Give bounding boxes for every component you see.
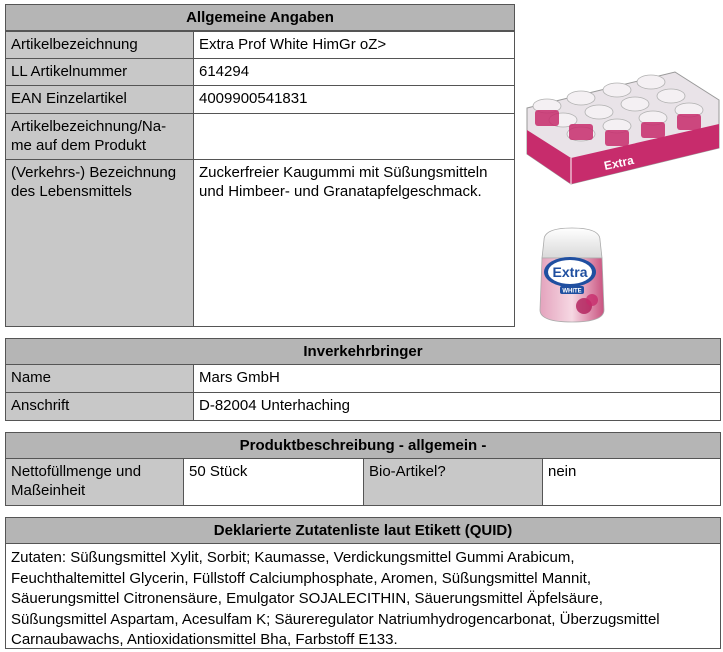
ingredients-text: Zutaten: Süßungsmittel Xylit, Sorbit; Kaumasse, Verdickungsmittel Gummi Arabicum, Feuchthaltemittel Glycerin, Füllstoff Calciumphosphate, Aromen, Süßungsmittel Mannit, Säuerungsmittel Citronensäure, Emulgator SOJALECITHIN, Säuerungsmittel Äpfelsäure, Süßungsmittel Aspartam, Acesulfam K; Säureregulator Natriumhydrogencarbonat, Überzugsmittel Carnaubawachs, Antioxidationsmittel Bha, Farbstoff E133. (5, 543, 721, 649)
label-name: Name (5, 364, 194, 393)
bottle-sub-text: WHITE (562, 288, 582, 295)
value-anschrift: D-82004 Unterhaching (193, 392, 721, 421)
section-header-zutatenliste: Deklarierte Zutatenliste laut Etikett (QUID) (5, 517, 721, 544)
product-bottle-photo (536, 226, 608, 324)
tray-brand-text: Extra (602, 152, 635, 173)
value-name: Mars GmbH (193, 364, 721, 393)
bottle-brand-text: Extra (552, 264, 588, 280)
label-nettofuellmenge: Nettofüllmenge und Maßeinheit (5, 458, 184, 506)
value-name-auf-dem-produkt (193, 113, 515, 160)
value-ll-artikelnummer: 614294 (193, 58, 515, 86)
section-header-inverkehrbringer: Inverkehrbringer (5, 338, 721, 365)
value-verkehrsbezeichnung: Zuckerfreier Kaugummi mit Süßungsmitteln und Himbeer- und Granatapfelgeschmack. (193, 159, 515, 327)
label-ean-einzelartikel: EAN Einzelartikel (5, 85, 194, 114)
label-verkehrsbezeichnung: (Verkehrs-) Bezeichnung des Lebensmittels (5, 159, 194, 327)
value-bio-artikel: nein (542, 458, 721, 506)
label-anschrift: Anschrift (5, 392, 194, 421)
value-ean-einzelartikel: 4009900541831 (193, 85, 515, 114)
label-name-auf-dem-produkt: Artikelbezeichnung/Na- me auf dem Produkt (5, 113, 194, 160)
value-artikelbezeichnung: Extra Prof White HimGr oZ> (193, 31, 515, 59)
section-header-allgemeine-angaben: Allgemeine Angaben (5, 4, 515, 31)
label-bio-artikel: Bio-Artikel? (363, 458, 543, 506)
label-artikelbezeichnung: Artikelbezeichnung (5, 31, 194, 59)
value-nettofuellmenge: 50 Stück (183, 458, 364, 506)
product-tray-photo (525, 70, 721, 188)
label-ll-artikelnummer: LL Artikelnummer (5, 58, 194, 86)
section-header-produktbeschreibung: Produktbeschreibung - allgemein - (5, 432, 721, 459)
